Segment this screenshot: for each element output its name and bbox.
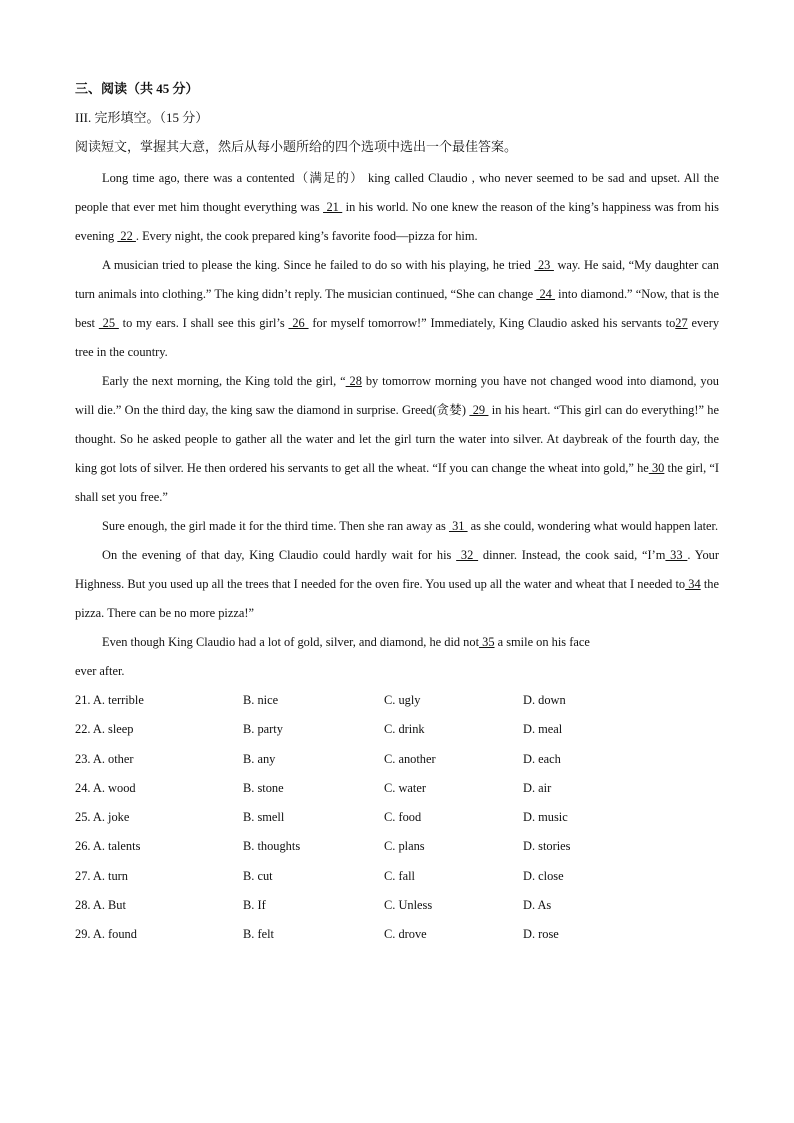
option-a: 23. A. other bbox=[75, 751, 134, 766]
option-b: B. If bbox=[243, 898, 266, 913]
option-row-27 bbox=[75, 862, 719, 891]
blank-23: 23 bbox=[534, 258, 554, 272]
option-a: 29. A. found bbox=[75, 927, 137, 942]
option-c: C. fall bbox=[384, 868, 415, 883]
blank-24: 24 bbox=[536, 287, 556, 301]
option-row-23 bbox=[75, 745, 719, 774]
option-b: B. felt bbox=[243, 927, 274, 942]
passage-text: by tomorrow morning you have not changed wood into diamond, you will die.” On the third day, the king saw the diamond in surprise. Greed(贪婪) bbox=[75, 374, 719, 417]
passage-text: On the evening of that day, King Claudio could hardly wait for his bbox=[102, 548, 457, 562]
passage-text: Long time ago, there was a contented（满足的） king called Claudio , who never seemed to be sad and upset. All the people that ever met him thought everything was bbox=[75, 171, 719, 214]
passage-text: into diamond.” “Now, that is the best bbox=[75, 287, 719, 330]
blank-29: 29 bbox=[469, 403, 489, 417]
option-d: D. each bbox=[523, 751, 561, 766]
option-d: D. rose bbox=[523, 927, 559, 942]
option-a: 22. A. sleep bbox=[75, 722, 134, 737]
option-b: B. nice bbox=[243, 693, 279, 707]
option-b: B. party bbox=[243, 722, 283, 737]
passage-text: . Your Highness. But you used up all the trees that I needed for the oven fire. You used up all the water and wheat that I needed to bbox=[75, 548, 719, 591]
passage-text: in his world. No one knew the reason of the king’s happiness was from his evening bbox=[75, 200, 719, 243]
option-c: C. water bbox=[384, 780, 426, 795]
instruction-text: 阅读短文，掌握其大意，然后从每小题所给的四个选项中选出一个最佳答案。 bbox=[75, 139, 518, 154]
option-d: D. down bbox=[523, 693, 566, 707]
passage-text: a smile on his face bbox=[494, 635, 590, 649]
option-row-28 bbox=[75, 891, 719, 920]
passage-text: in his heart. “This girl can do everything!” he thought. So he asked people to gather all the water and let the girl turn the water into silver. At daybreak of the fourth day, the king got lots of silver. He then ordered his servants to get all the wheat. “If you can change the wheat into gold,” he bbox=[75, 403, 720, 475]
passage-text: dinner. Instead, the cook said, “I’m bbox=[478, 548, 666, 562]
worksheet-page bbox=[75, 80, 719, 950]
option-b: B. any bbox=[243, 751, 276, 766]
passage-text: every tree in the country. bbox=[75, 316, 720, 359]
blank-30: 30 bbox=[648, 461, 665, 475]
passage-text: as she could, wondering what would happen later. bbox=[467, 519, 719, 533]
option-row-21 bbox=[75, 686, 719, 715]
option-b: B. smell bbox=[243, 810, 285, 825]
passage-paragraph-2 bbox=[75, 251, 719, 367]
blank-28: 28 bbox=[345, 374, 362, 388]
option-b: B. thoughts bbox=[243, 839, 301, 854]
passage-paragraph-4 bbox=[75, 512, 719, 541]
option-b: B. stone bbox=[243, 780, 284, 795]
passage-text: the pizza. There can be no more pizza!” bbox=[75, 577, 719, 620]
option-a: 21. A. terrible bbox=[75, 693, 144, 707]
option-row-25 bbox=[75, 803, 719, 832]
passage-text: A musician tried to please the king. Since he failed to do so with his playing, he tried bbox=[102, 258, 535, 272]
answer-options bbox=[75, 686, 719, 950]
passage-paragraph-3 bbox=[75, 367, 719, 512]
blank-31: 31 bbox=[448, 519, 468, 533]
blank-35: 35 bbox=[479, 635, 495, 649]
option-a: 27. A. turn bbox=[75, 868, 129, 883]
option-b: B. cut bbox=[243, 868, 273, 883]
option-c: C. food bbox=[384, 810, 422, 825]
blank-26: 26 bbox=[288, 316, 309, 330]
passage-paragraph-5 bbox=[75, 541, 719, 628]
blank-22: 22 bbox=[117, 229, 136, 243]
section-title: 三、阅读（共 45 分） bbox=[75, 81, 199, 96]
passage-text: Even though King Claudio had a lot of gold, silver, and diamond, he did not bbox=[102, 635, 480, 649]
option-d: D. stories bbox=[523, 839, 571, 854]
option-a: 25. A. joke bbox=[75, 810, 130, 825]
passage-text: to my ears. I shall see this girl’s bbox=[118, 316, 289, 330]
option-c: C. another bbox=[384, 751, 436, 766]
passage-text: Early the next morning, the King told the girl, “ bbox=[102, 374, 346, 388]
passage-text: way. He said, “My daughter can turn animals into clothing.” The king didn’t reply. The musician continued, “She can change bbox=[75, 258, 719, 301]
option-row-26 bbox=[75, 832, 719, 861]
blank-32: 32 bbox=[456, 548, 479, 562]
option-c: C. ugly bbox=[384, 693, 421, 707]
option-d: D. As bbox=[523, 898, 552, 913]
option-d: D. music bbox=[523, 810, 568, 825]
passage-text: . Every night, the cook prepared king’s favorite food—pizza for him. bbox=[135, 229, 478, 243]
passage-paragraph-1 bbox=[75, 164, 719, 251]
option-a: 28. A. But bbox=[75, 898, 126, 913]
option-c: C. drove bbox=[384, 927, 427, 942]
option-row-24 bbox=[75, 774, 719, 803]
option-c: C. drink bbox=[384, 722, 425, 737]
option-c: C. Unless bbox=[384, 898, 433, 913]
option-a: 24. A. wood bbox=[75, 780, 136, 795]
passage-paragraph-6-continued: ever after. bbox=[75, 664, 125, 678]
option-d: D. close bbox=[523, 868, 564, 883]
passage-text: for myself tomorrow!” Immediately, King Claudio asked his servants to bbox=[308, 316, 676, 330]
blank-27: 27 bbox=[675, 316, 688, 330]
option-a: 26. A. talents bbox=[75, 839, 141, 854]
blank-21: 21 bbox=[323, 200, 343, 214]
option-row-22 bbox=[75, 715, 719, 744]
option-d: D. air bbox=[523, 780, 552, 795]
passage-text: Sure enough, the girl made it for the third time. Then she ran away as bbox=[102, 519, 449, 533]
blank-34: 34 bbox=[685, 577, 701, 591]
blank-25: 25 bbox=[98, 316, 119, 330]
option-c: C. plans bbox=[384, 839, 425, 854]
section-subtitle: III. 完形填空。（15 分） bbox=[75, 110, 209, 125]
passage-paragraph-6 bbox=[75, 628, 719, 657]
option-d: D. meal bbox=[523, 722, 563, 737]
option-row-29 bbox=[75, 920, 719, 949]
passage-text: the girl, “I shall set you free.” bbox=[75, 461, 719, 504]
blank-33: 33 bbox=[665, 548, 688, 562]
